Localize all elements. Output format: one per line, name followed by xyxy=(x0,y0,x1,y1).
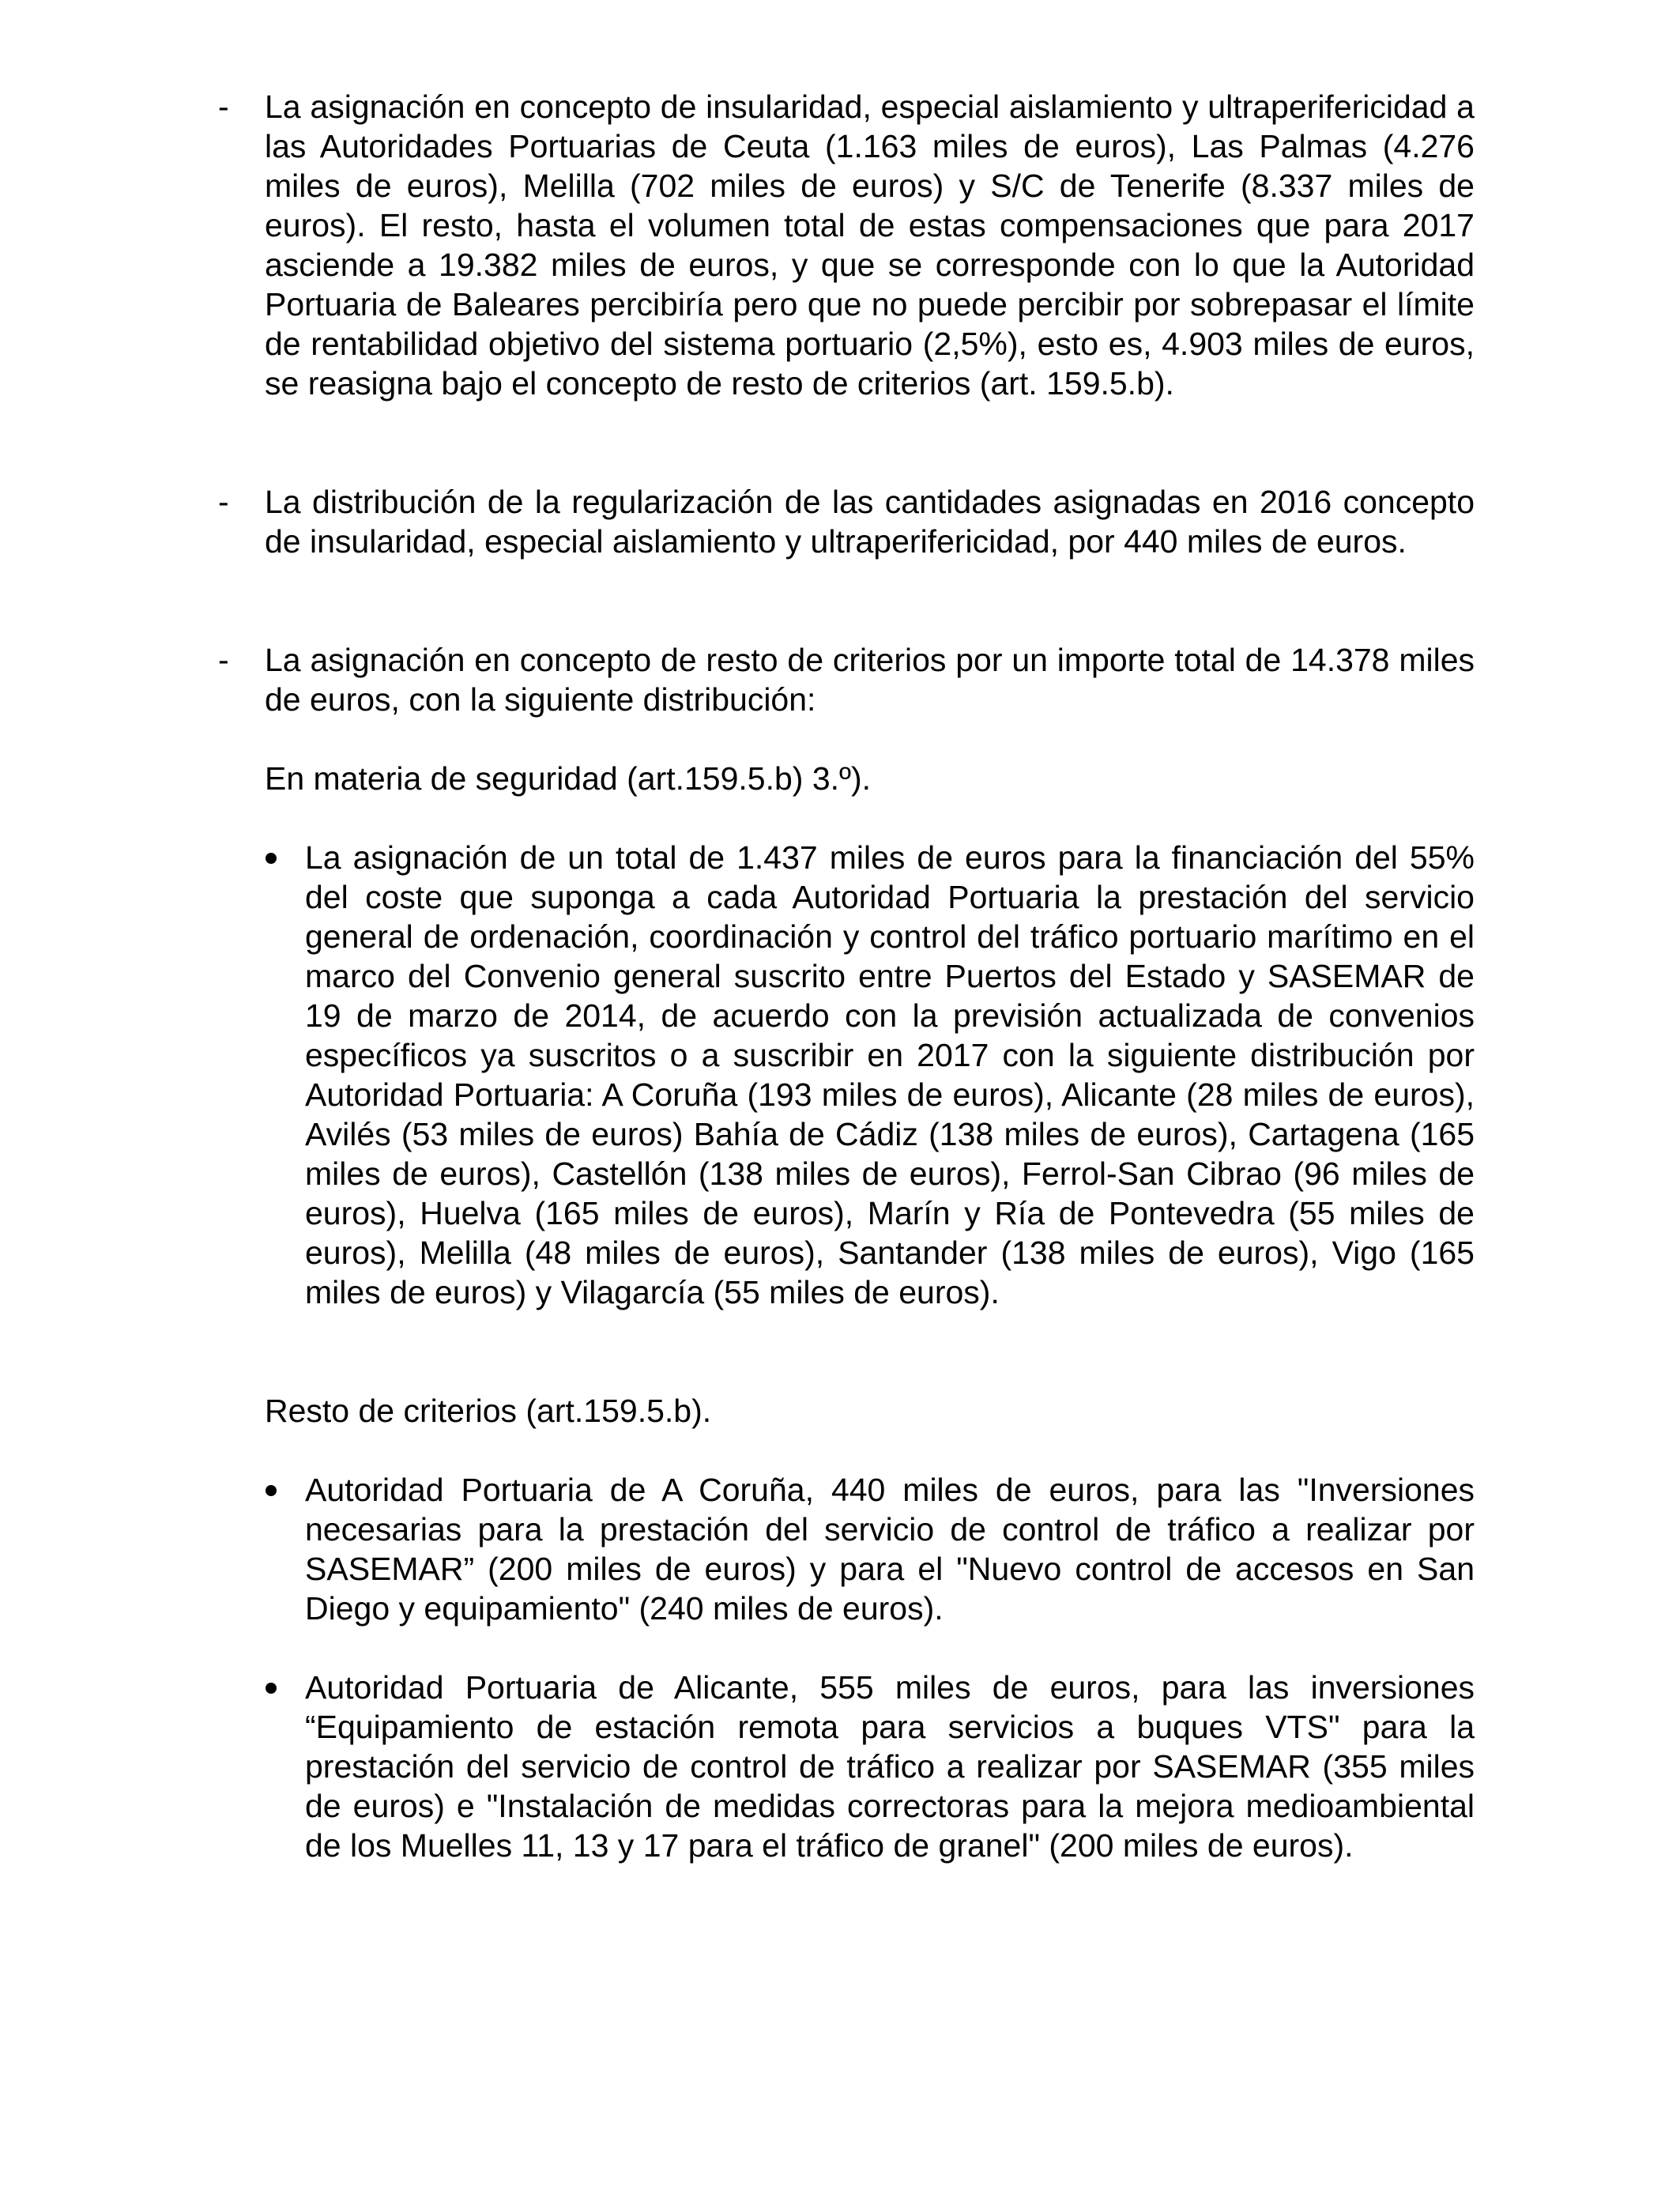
bullet-marker xyxy=(266,1485,277,1496)
bullet-a-coruna: Autoridad Portuaria de A Coruña, 440 miles de euros, para las "Inversiones necesarias para la prestación del servicio de control de tráfico a realizar por SASEMAR” (200 miles de euros) y para el "Nuevo control de accesos en San Diego y equipamiento" (240 miles de euros). xyxy=(305,1472,1475,1627)
list-dash-marker: - xyxy=(218,89,229,125)
bullet-marker xyxy=(266,1683,277,1694)
paragraph-resto-criterios: La asignación en concepto de resto de criterios por un importe total de 14.378 miles de euros, con la siguiente distribución: xyxy=(265,642,1475,718)
bullet-marker xyxy=(266,853,277,864)
list-dash-marker: - xyxy=(218,642,229,678)
heading-resto-criterios: Resto de criterios (art.159.5.b). xyxy=(265,1393,712,1429)
paragraph-insularidad: La asignación en concepto de insularidad, especial aislamiento y ultraperifericidad a las Autoridades Portuarias de Ceuta (1.163 miles de euros), Las Palmas (4.276 miles de euros), Melilla (702 miles de euros) y S/C de Tenerife (8.337 miles de euros). El resto, hasta el volumen total de estas compensaciones que para 2017 asciende a 19.382 miles de euros, y que se corresponde con lo que la Autoridad Portuaria de Baleares percibiría pero que no puede percibir por sobrepasar el límite de rentabilidad objetivo del sistema portuario (2,5%), esto es, 4.903 miles de euros, se reasigna bajo el concepto de resto de criterios (art. 159.5.b). xyxy=(265,89,1475,401)
list-dash-marker: - xyxy=(218,484,229,520)
bullet-seguridad: La asignación de un total de 1.437 miles de euros para la financiación del 55% del coste que suponga a cada Autoridad Portuaria la prestación del servicio general de ordenación, coordinación y control del tráfico portuario marítimo en el marco del Convenio general suscrito entre Puertos del Estado y SASEMAR de 19 de marzo de 2014, de acuerdo con la previsión actualizada de convenios específicos ya suscritos o a suscribir en 2017 con la siguiente distribución por Autoridad Portuaria: A Coruña (193 miles de euros), Alicante (28 miles de euros), Avilés (53 miles de euros) Bahía de Cádiz (138 miles de euros), Cartagena (165 miles de euros), Castellón (138 miles de euros), Ferrol-San Cibrao (96 miles de euros), Huelva (165 miles de euros), Marín y Ría de Pontevedra (55 miles de euros), Melilla (48 miles de euros), Santander (138 miles de euros), Vigo (165 miles de euros) y Vilagarcía (55 miles de euros). xyxy=(305,839,1475,1310)
bullet-alicante: Autoridad Portuaria de Alicante, 555 miles de euros, para las inversiones “Equipamiento de estación remota para servicios a buques VTS" para la prestación del servicio de control de tráfico a realizar por SASEMAR (355 miles de euros) e "Instalación de medidas correctoras para la mejora medioambiental de los Muelles 11, 13 y 17 para el tráfico de granel" (200 miles de euros). xyxy=(305,1669,1475,1864)
paragraph-regularizacion: La distribución de la regularización de las cantidades asignadas en 2016 concepto de insularidad, especial aislamiento y ultraperifericidad, por 440 miles de euros. xyxy=(265,484,1475,560)
heading-seguridad: En materia de seguridad (art.159.5.b) 3.º). xyxy=(265,760,872,797)
